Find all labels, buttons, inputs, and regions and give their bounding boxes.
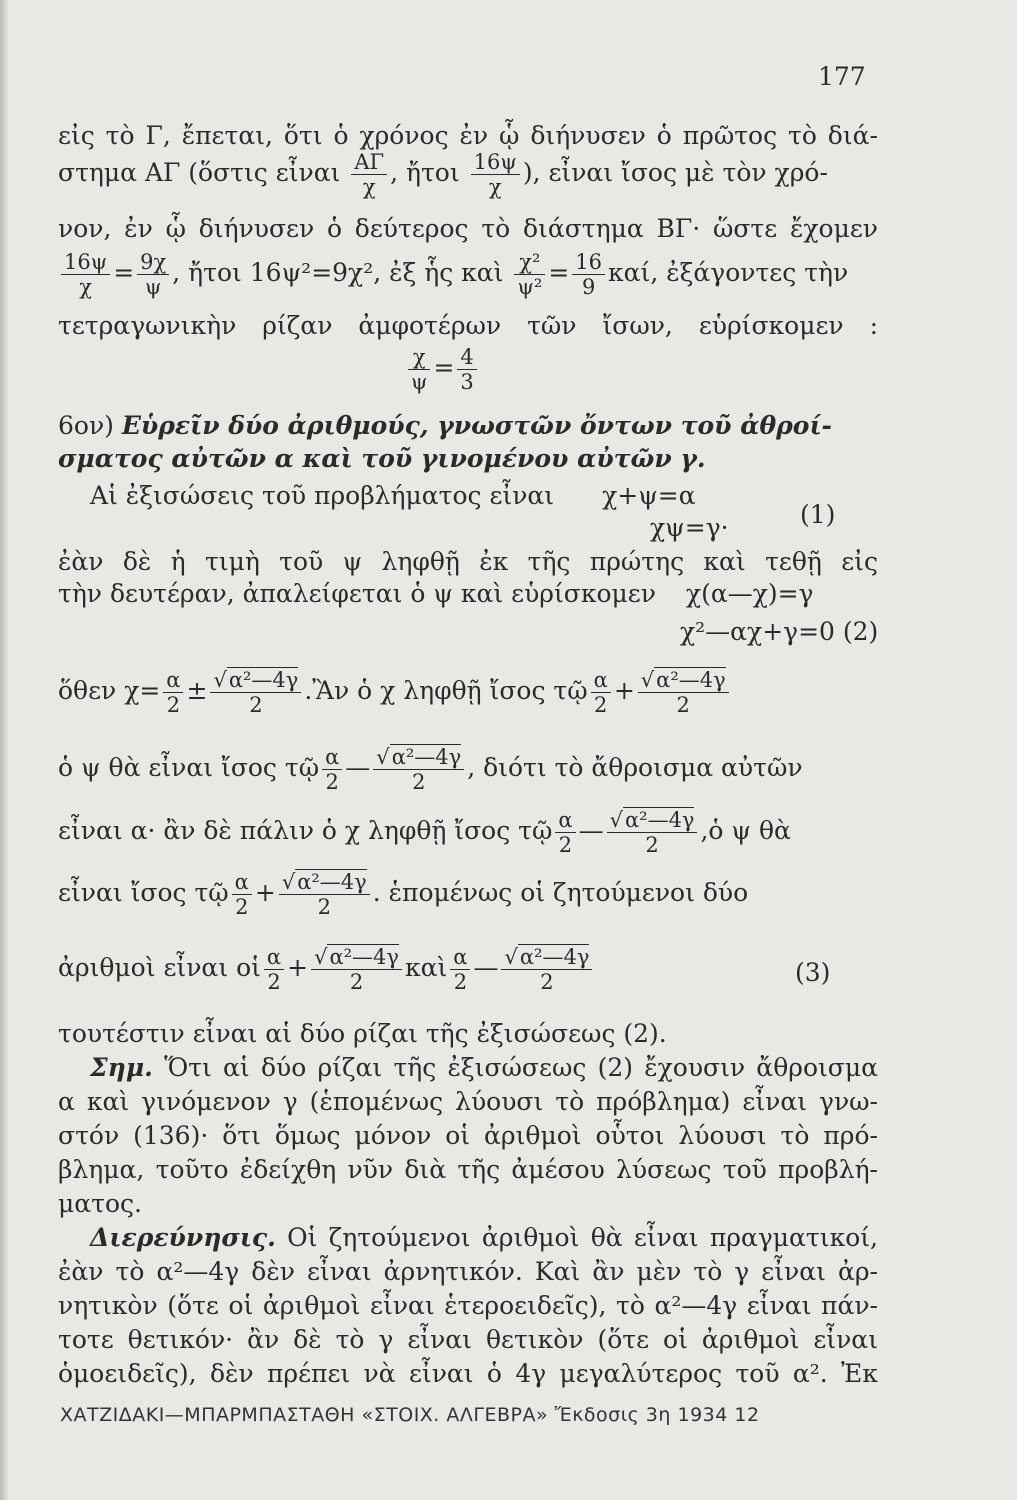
- fraction: $\frac{\text{√α²—4γ}}{2}$: [373, 745, 464, 794]
- text-line: εἶναι α· ἂν δὲ πάλιν ὁ χ ληφθῇ ἴσος τῷ $\frac{\alpha}{2}$ — $\frac{\text{√α²—4γ}}{2}$ ,ὁ ψ θὰ: [58, 808, 791, 857]
- fraction: $\frac{\text{√α²—4γ}}{2}$: [501, 945, 592, 994]
- text-line: νον, ἐν ᾧ διήνυσεν ὁ δεύτερος τὸ διάστημα ΒΓ· ὥστε ἔχομεν: [58, 214, 878, 243]
- text-line: στόν (136)· ὅτι ὅμως μόνον οἱ ἀριθμοὶ οὗτοι λύουσι τὸ πρό-: [58, 1121, 878, 1150]
- equation-line: χ²—αχ+γ=0 (2): [680, 617, 879, 646]
- text-line: Αἱ ἐξισώσεις τοῦ προβλήματος εἶναι χ+ψ=α: [90, 481, 696, 510]
- text-line: τὴν δευτέραν, ἀπαλείφεται ὁ ψ καὶ εὑρίσκομεν χ(α—χ)=γ: [58, 579, 814, 608]
- fraction: $\frac{\alpha}{2}$: [163, 668, 183, 717]
- fraction: $\frac{\text{χ²}}{\text{ψ²}}$: [514, 250, 545, 299]
- fraction: $\frac{\text{√α²—4γ}}{2}$: [311, 945, 402, 994]
- fraction: $\frac{4}{3}$: [457, 345, 476, 394]
- text-line: τουτέστιν εἶναι αἱ δύο ρίζαι τῆς ἐξισώσεως (2).: [58, 1019, 667, 1048]
- text-line: νητικὸν (ὅτε οἱ ἀριθμοὶ εἶναι ἑτεροειδεῖς), τὸ α²—4γ εἶναι πάν-: [58, 1291, 878, 1320]
- fraction: $\frac{\alpha}{2}$: [232, 870, 252, 919]
- text-line: ἐὰν δὲ ἡ τιμὴ τοῦ ψ ληφθῇ ἐκ τῆς πρώτης καὶ τεθῇ εἰς: [58, 547, 878, 576]
- text-line: α καὶ γινόμενον γ (ἑπομένως λύουσι τὸ πρόβλημα) εἶναι γνω-: [58, 1087, 878, 1116]
- text-line: τοτε θετικόν· ἂν δὲ τὸ γ εἶναι θετικὸν (ὅτε οἱ ἀριθμοὶ εἶναι: [58, 1325, 878, 1354]
- text-line: τετραγωνικὴν ρίζαν ἀμφοτέρων τῶν ἴσων, εὑρίσκομεν :: [58, 311, 878, 340]
- page-number: 177: [818, 62, 866, 91]
- equation-line: $\frac{\chi}{\psi}$ = $\frac{4}{3}$: [405, 345, 480, 394]
- fraction: $\frac{\text{√α²—4γ}}{2}$: [279, 870, 370, 919]
- text-line: $\frac{16\psi}{\chi}$ = $\frac{9\chi}{\psi}$ , ἤτοι 16ψ²=9χ², ἐξ ἧς καὶ $\frac{\text{χ²}}{\text{ψ²}}$ = $\frac{16}{9}$ καί, ἐξάγοντες τὴν: [58, 250, 848, 299]
- fraction: $\frac{\alpha}{2}$: [450, 945, 470, 994]
- text-line: Σημ. Ὅτι αἱ δύο ρίζαι τῆς ἐξισώσεως (2) ἔχουσιν ἄθροισμα: [90, 1053, 878, 1082]
- fraction: $\frac{\alpha}{2}$: [591, 668, 611, 717]
- equation-number: (3): [795, 958, 831, 987]
- text-line: ὁμοειδεῖς), δὲν πρέπει νὰ εἶναι ὁ 4γ μεγαλύτερος τοῦ α². Ἐκ: [58, 1359, 878, 1388]
- page-edge: [0, 0, 8, 1500]
- fraction: $\frac{16\psi}{\chi}$: [471, 150, 520, 199]
- text-line: ἀριθμοὶ εἶναι οἱ $\frac{\alpha}{2}$ + $\frac{\text{√α²—4γ}}{2}$ καὶ $\frac{\alpha}{2}$ — $\frac{\text{√α²—4γ}}{2}$: [58, 945, 595, 994]
- fraction: $\frac{\alpha}{2}$: [322, 745, 342, 794]
- text-line: εἶναι ἴσος τῷ $\frac{\alpha}{2}$ + $\frac{\text{√α²—4γ}}{2}$ . ἑπομένως οἱ ζητούμενοι δύο: [58, 870, 749, 919]
- equation-number: (1): [800, 500, 836, 529]
- text-line: ὁ ψ θὰ εἶναι ἴσος τῷ $\frac{\alpha}{2}$ — $\frac{\text{√α²—4γ}}{2}$ , διότι τὸ ἄθροισμα αὐτῶν: [58, 745, 803, 794]
- fraction: $\frac{16}{9}$: [572, 250, 605, 299]
- equation-line: χψ=γ·: [650, 513, 729, 542]
- fraction: $\frac{\text{√α²—4γ}}{2}$: [210, 668, 301, 717]
- fraction: $\frac{\text{√α²—4γ}}{2}$: [638, 668, 729, 717]
- text-line: ματος.: [58, 1189, 142, 1218]
- text-line: ἐὰν τὸ α²—4γ δὲν εἶναι ἀρνητικόν. Καὶ ἂν μὲν τὸ γ εἶναι ἀρ-: [58, 1257, 878, 1286]
- fraction: $\frac{\chi}{\psi}$: [408, 345, 430, 394]
- text-line: εἰς τὸ Γ, ἔπεται, ὅτι ὁ χρόνος ἐν ᾧ διήνυσεν ὁ πρῶτος τὸ διά-: [58, 121, 878, 150]
- fraction: $\frac{9\chi}{\psi}$: [137, 250, 169, 299]
- problem-heading: σματος αὐτῶν α καὶ τοῦ γινομένου αὐτῶν γ.: [58, 444, 706, 473]
- fraction: $\frac{\text{√α²—4γ}}{2}$: [607, 808, 698, 857]
- fraction: $\frac{16\psi}{\chi}$: [61, 250, 110, 299]
- fraction: $\frac{\alpha}{2}$: [555, 808, 575, 857]
- page-footer: ΧΑΤΖΙΔΑΚΙ—ΜΠΑΡΜΠΑΣΤΑΘΗ «ΣΤΟΙΧ. ΑΛΓΕΒΡΑ» Ἔκδοσις 3η 1934 12: [60, 1404, 760, 1426]
- text-line: στημα ΑΓ (ὅστις εἶναι $\frac{A\Gamma}{\chi}$ , ἤτοι $\frac{16\psi}{\chi}$ ), εἶναι ἴσος μὲ τὸν χρό-: [58, 150, 828, 199]
- fraction: $\frac{\alpha}{2}$: [264, 945, 284, 994]
- fraction: $\frac{A\Gamma}{\chi}$: [351, 150, 387, 199]
- text-line: βλημα, τοῦτο ἐδείχθη νῦν διὰ τῆς ἀμέσου λύσεως τοῦ προβλή-: [58, 1155, 878, 1184]
- text-line: ὅθεν χ= $\frac{\alpha}{2}$ ± $\frac{\text{√α²—4γ}}{2}$ .Ἂν ὁ χ ληφθῇ ἴσος τῷ $\frac{\alpha}{2}$ + $\frac{\text{√α²—4γ}}{2}$: [58, 668, 732, 717]
- problem-heading: 6ον) Εὑρεῖν δύο ἀριθμούς, γνωστῶν ὄντων τοῦ ἀθροί-: [58, 411, 832, 440]
- text-line: Διερεύνησις. Οἱ ζητούμενοι ἀριθμοὶ θὰ εἶναι πραγματικοί,: [90, 1223, 878, 1252]
